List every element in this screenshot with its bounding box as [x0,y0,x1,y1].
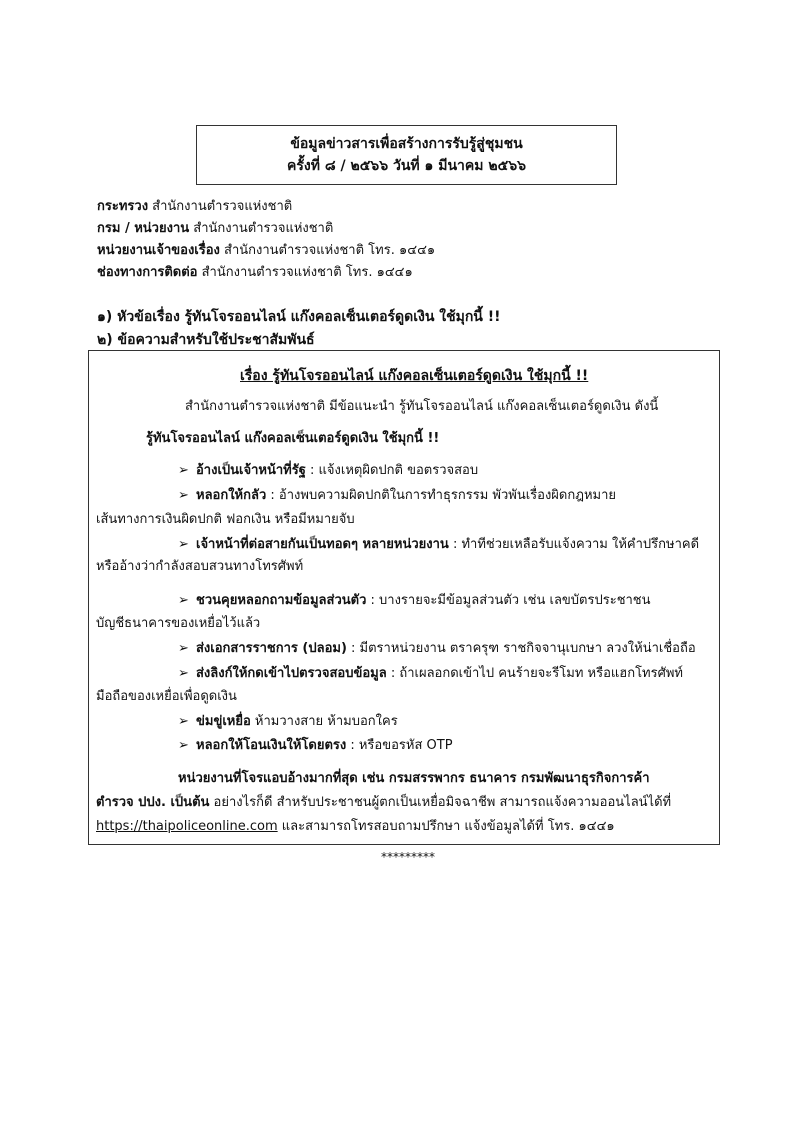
bullet-label: เจ้าหน้าที่ต่อสายกันเป็นทอดๆ หลายหน่วยงาน [196,537,449,552]
meta-key: หน่วยงานเจ้าของเรื่อง [97,243,220,258]
content-box [88,350,720,845]
meta-key: กรม / หน่วยงาน [97,221,190,236]
bullet-item [178,736,453,756]
bullet-text: : บางรายจะมีข้อมูลส่วนตัว เช่น เลขบัตรประชาชน [366,593,651,608]
meta-row-ministry [97,196,717,218]
arrow-right-icon: ➢ [178,738,189,753]
bullet-label: ข่มขู่เหยื่อ [196,714,251,729]
arrow-right-icon: ➢ [178,593,189,608]
arrow-right-icon: ➢ [178,714,189,729]
closing-line-1: หน่วยงานที่โจรแอบอ้างมากที่สุด เช่น กรมสรรพากร ธนาคาร กรมพัฒนาธุรกิจการค้า [178,771,650,786]
bullet-text: : มีตราหน่วยงาน ตราครุฑ ราชกิจจานุเบกษา ลวงให้น่าเชื่อถือ [346,641,696,656]
arrow-right-icon: ➢ [178,537,189,552]
meta-value: สำนักงานตำรวจแห่งชาติ โทร. ๑๔๔๑ [219,243,436,258]
arrow-right-icon: ➢ [178,488,189,503]
header-box [196,125,617,185]
header-issue-line: ครั้งที่ ๘ / ๒๕๖๖ วันที่ ๑ มีนาคม ๒๕๖๖ [287,158,526,174]
closing-line-2 [96,793,671,813]
bullet-text: : แจ้งเหตุผิดปกติ ขอตรวจสอบ [305,463,479,478]
bullet-item [178,535,699,555]
bullet-item [178,664,683,684]
bullet-label: อ้างเป็นเจ้าหน้าที่รัฐ [196,463,306,478]
meta-key: กระทรวง [97,199,149,214]
closing-text: และสามารถโทรสอบถามปรึกษา แจ้งข้อมูลได้ที่ โทร. ๑๔๔๑ [277,819,615,834]
arrow-right-icon: ➢ [178,463,189,478]
bullet-continuation: หรืออ้างว่ากำลังสอบสวนทางโทรศัพท์ [96,559,304,574]
meta-value: สำนักงานตำรวจแห่งชาติ [148,199,293,214]
content-intro: สำนักงานตำรวจแห่งชาติ มีข้อแนะนำ รู้ทันโจรออนไลน์ แก๊งคอลเซ็นเตอร์ดูดเงิน ดังนี้ [185,399,659,414]
closing-bold-text: ตำรวจ ปปง. เป็นต้น [96,795,210,810]
section-pr-message: ๒) ข้อความสำหรับใช้ประชาสัมพันธ์ [97,332,315,348]
thaipoliceonline-link[interactable]: https://thaipoliceonline.com [96,819,278,834]
bullet-item [178,639,696,659]
bullet-text: : ทำทีช่วยเหลือรับแจ้งความ ให้คำปรึกษาคดี [448,537,700,552]
bullet-item [178,591,651,611]
bullet-continuation: เส้นทางการเงินผิดปกติ ฟอกเงิน หรือมีหมายจับ [96,512,355,527]
meta-value: สำนักงานตำรวจแห่งชาติ โทร. ๑๔๔๑ [197,265,413,280]
meta-block [97,196,717,284]
bullet-text: ห้ามวางสาย ห้ามบอกใคร [250,714,398,729]
meta-row-contact [97,262,717,284]
bullet-item [178,712,398,732]
bullet-continuation: บัญชีธนาคารของเหยื่อไว้แล้ว [96,616,261,631]
bullet-item [178,486,616,506]
arrow-right-icon: ➢ [178,666,189,681]
bullet-text: : หรือขอรหัส OTP [346,738,453,753]
section-topic: ๑) หัวข้อเรื่อง รู้ทันโจรออนไลน์ แก๊งคอลเซ็นเตอร์ดูดเงิน ใช้มุกนี้ !! [97,309,501,325]
bullet-text: : ถ้าเผลอกดเข้าไป คนร้ายจะรีโมท หรือแฮกโทรศัพท์ [386,666,683,681]
content-subject: เรื่อง รู้ทันโจรออนไลน์ แก๊งคอลเซ็นเตอร์ดูดเงิน ใช้มุกนี้ !! [240,368,589,384]
bullet-continuation: มือถือของเหยื่อเพื่อดูดเงิน [96,689,237,704]
bullet-label: หลอกให้โอนเงินให้โดยตรง [196,738,347,753]
meta-row-department [97,218,717,240]
bullet-text: : อ้างพบความผิดปกติในการทำธุรกรรม พัวพันเรื่องผิดกฎหมาย [266,488,617,503]
closing-line-3 [96,817,615,837]
bullet-label: ชวนคุยหลอกถามข้อมูลส่วนตัว [196,593,367,608]
meta-row-owner [97,240,717,262]
meta-key: ช่องทางการติดต่อ [97,265,198,280]
arrow-right-icon: ➢ [178,641,189,656]
bullet-item [178,461,478,481]
closing-text: อย่างไรก็ดี สำหรับประชาชนผู้ตกเป็นเหยื่อมิจฉาชีพ สามารถแจ้งความออนไลน์ได้ที่ [209,795,672,810]
header-title: ข้อมูลข่าวสารเพื่อสร้างการรับรู้สู่ชุมชน [290,136,523,152]
bullet-label: หลอกให้กลัว [196,488,267,503]
bullet-label: ส่งลิงก์ให้กดเข้าไปตรวจสอบข้อมูล [196,666,387,681]
bullet-label: ส่งเอกสารราชการ (ปลอม) [196,641,347,656]
end-marker: ********* [381,850,435,864]
meta-value: สำนักงานตำรวจแห่งชาติ [189,221,334,236]
content-subheading: รู้ทันโจรออนไลน์ แก๊งคอลเซ็นเตอร์ดูดเงิน ใช้มุกนี้ !! [146,431,440,446]
